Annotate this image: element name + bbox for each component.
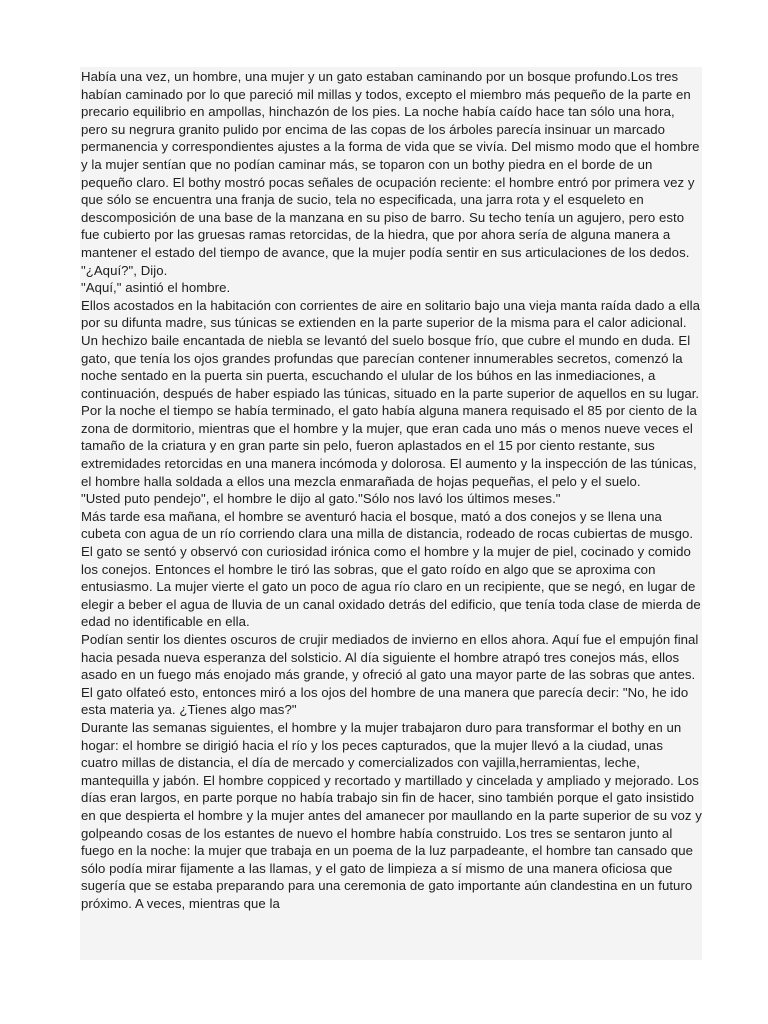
- paragraph-8: Durante las semanas siguientes, el hombre y la mujer trabajaron duro para transformar el bothy en un hogar: el hombre se dirigió hacia el río y los peces capturados, que la mujer llevó a la ciudad, unas cuatro millas de distancia, el día de mercado y comercializados con vajilla,herramientas, leche, mantequilla y jabón. El hombre coppiced y recortado y martillado y cincelada y ampliado y mejorado. Los días eran largos, en parte porque no había trabajo sin fin de hacer, sino también porque el gato insistido en que despierta el hombre y la mujer antes del amanecer por maullando en la parte superior de su voz y golpeando cosas de los estantes de nuevo el hombre había construido. Los tres se sentaron junto al fuego en la noche: la mujer que trabaja en un poema de la luz parpadeante, el hombre tan cansado que sólo podía mirar fijamente a las llamas, y el gato de limpieza a sí mismo de una manera oficiosa que sugería que se estaba preparando para una ceremonia de gato importante aún clandestina en un futuro próximo. A veces, mientras que la: [81, 719, 702, 911]
- paragraph-3: "Aquí," asintió el hombre.: [81, 280, 231, 296]
- paragraph-5: "Usted puto pendejo", el hombre le dijo al gato."Sólo nos lavó los últimos meses.": [81, 491, 561, 507]
- paragraph-7: Podían sentir los dientes oscuros de crujir mediados de invierno en ellos ahora. Aquí fue el empujón final hacia pesada nueva esperanza del solsticio. Al día siguiente el hombre atrapó tres conejos más, ellos asado en un fuego más enojado más grande, y ofreció al gato una mayor parte de las sobras que antes. El gato olfateó esto, entonces miró a los ojos del hombre de una manera que parecía decir: "No, he ido esta materia ya. ¿Tienes algo mas?": [81, 632, 699, 718]
- paragraph-6: Más tarde esa mañana, el hombre se aventuró hacia el bosque, mató a dos conejos y se llena una cubeta con agua de un río corriendo clara una milla de distancia, rodeado de rocas cubiertas de musgo. El gato se sentó y observó con curiosidad irónica como el hombre y la mujer de piel, cocinado y comido los conejos. Entonces el hombre le tiró las sobras, que el gato roído en algo que se aproxima con entusiasmo. La mujer vierte el gato un poco de agua río claro en un recipiente, que se negó, en lugar de elegir a beber el agua de lluvia de un canal oxidado detrás del edificio, que tenía toda clase de mierda de edad no identificable en ella.: [81, 508, 701, 630]
- paragraph-2: "¿Aquí?", Dijo.: [81, 262, 168, 278]
- document-body: [80, 67, 702, 913]
- paragraph-4: Ellos acostados en la habitación con corrientes de aire en solitario bajo una vieja manta raída dado a ella por su difunta madre, sus túnicas se extienden en la parte superior de la misma para el calor adicional. Un hechizo baile encantada de niebla se levantó del suelo bosque frío, que cubre el mundo en duda. El gato, que tenía los ojos grandes profundas que parecían contener innumerables secretos, comenzó la noche sentado en la puerta sin puerta, escuchando el ulular de los búhos en las inmediaciones, a continuación, después de haber espiado las túnicas, situado en la parte superior de aquellos en su lugar. Por la noche el tiempo se había terminado, el gato había alguna manera requisado el 85 por ciento de la zona de dormitorio, mientras que el hombre y la mujer, que eran cada uno más o menos nueve veces el tamaño de la criatura y en gran parte sin pelo, fueron aplastados en el 15 por ciento restante, sus extremidades retorcidas en una manera incómoda y dolorosa. El aumento y la inspección de las túnicas, el hombre halla soldada a ellos una mezcla enmarañada de hojas pequeñas, el pelo y el suelo.: [81, 297, 700, 489]
- document-page: [80, 67, 702, 960]
- paragraph-1: Había una vez, un hombre, una mujer y un gato estaban caminando por un bosque profundo.Los tres habían caminado por lo que pareció mil millas y todos, excepto el miembro más pequeño de la parte en precario equilibrio en ampollas, hinchazón de los pies. La noche había caído hace tan sólo una hora, pero su negrura granito pulido por encima de las copas de los árboles parecía insinuar un marcado permanencia y correspondientes ajustes a la forma de vida que se vivía. Del mismo modo que el hombre y la mujer sentían que no podían caminar más, se toparon con un bothy piedra en el borde de un pequeño claro. El bothy mostró pocas señales de ocupación reciente: el hombre entró por primera vez y que sólo se encuentra una franja de sucio, tela no especificada, una jarra rota y el esqueleto en descomposición de una base de la manzana en su piso de barro. Su techo tenía un agujero, pero esto fue cubierto por las gruesas ramas retorcidas, de la hiedra, que por ahora sería de alguna manera a mantener el estado del tiempo de avance, que la mujer podía sentir en sus articulaciones de los dedos.: [81, 69, 700, 260]
